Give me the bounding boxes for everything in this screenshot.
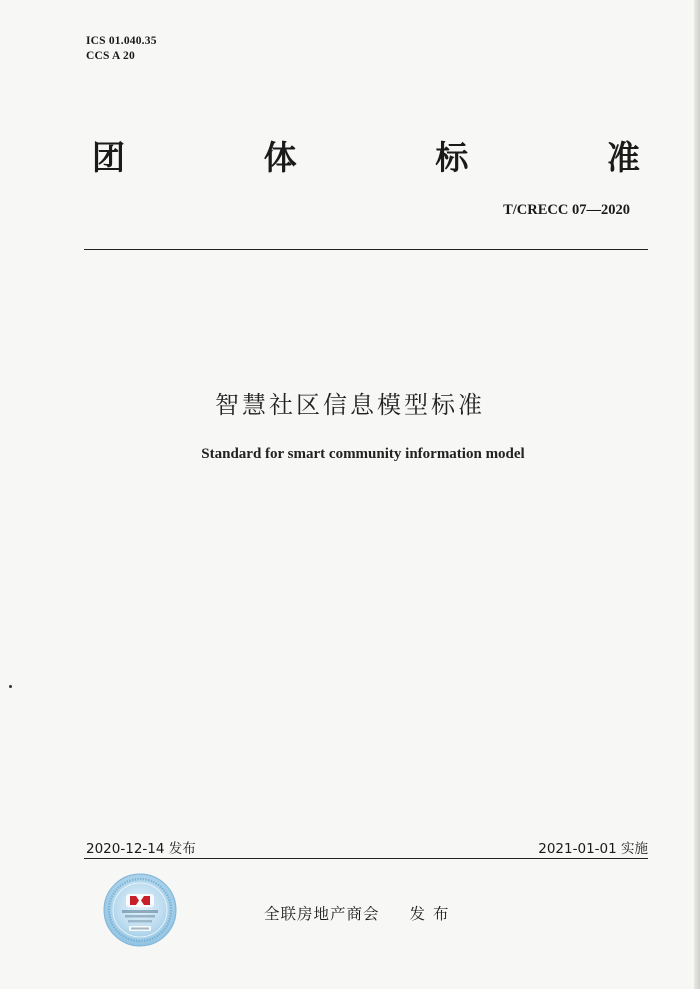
standard-number: T/CRECC 07—2020 xyxy=(503,202,630,218)
standard-type-char: 标 xyxy=(435,138,469,177)
standard-type-char: 团 xyxy=(92,138,125,177)
publisher-name: 全联房地产商会 xyxy=(264,905,380,923)
ccs-code: CCS A 20 xyxy=(86,50,135,62)
issue-date: 2020-12-14 发布 xyxy=(86,841,196,857)
top-divider xyxy=(84,249,648,250)
classification-codes xyxy=(86,34,157,64)
ics-code: ICS 01.040.35 xyxy=(86,35,157,47)
bottom-divider xyxy=(84,858,648,859)
standard-type-heading xyxy=(92,132,640,179)
standard-type-char: 体 xyxy=(263,138,297,177)
implementation-date: 2021-01-01 实施 xyxy=(538,841,648,857)
scan-speck xyxy=(9,685,12,688)
page-edge xyxy=(694,0,700,989)
publisher-line xyxy=(264,902,457,924)
standard-type-char: 准 xyxy=(606,138,640,177)
anti-counterfeit-seal-icon xyxy=(102,872,178,948)
publisher-action: 发布 xyxy=(409,905,457,923)
title-chinese: 智慧社区信息模型标准 xyxy=(215,391,485,419)
title-english: Standard for smart community information model xyxy=(201,446,525,462)
